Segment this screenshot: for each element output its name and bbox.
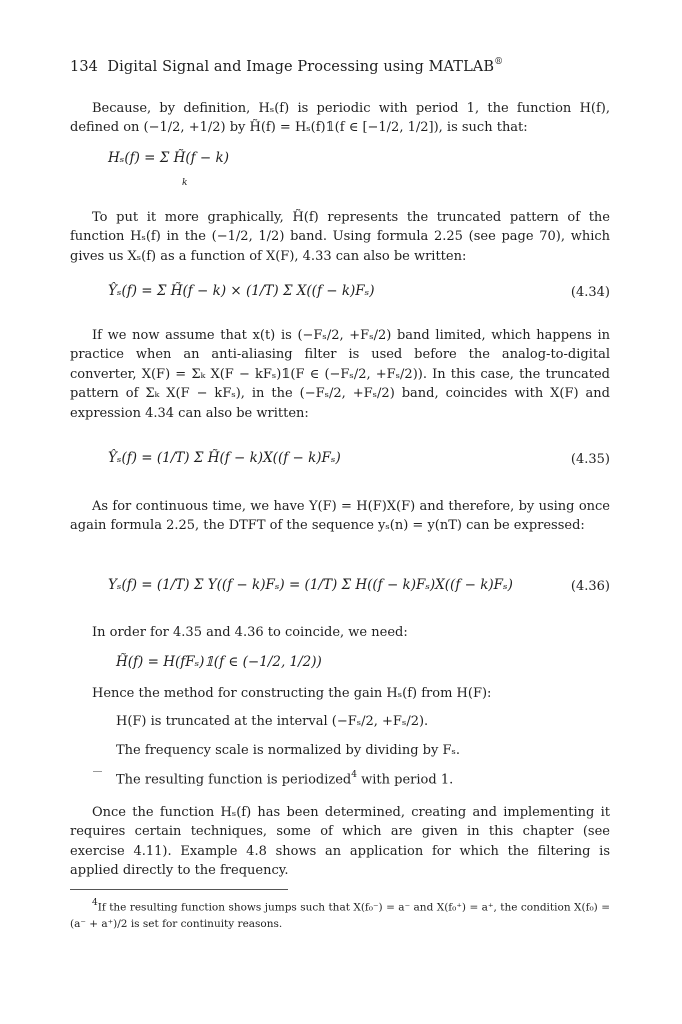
step-periodize-end: with period 1. — [357, 772, 454, 788]
paragraph-coincide: In order for 4.35 and 4.36 to coincide, we need: — [92, 625, 408, 640]
equation-4-36: Yₛ(f) = (1/T) Σ Y((f − k)Fₛ) = (1/T) Σ H((f − k)Fₛ)X((f − k)Fₛ) — [108, 577, 513, 593]
page-number: 134 — [70, 58, 98, 75]
footnote — [70, 896, 610, 932]
footnote-marker: 4 — [92, 898, 98, 908]
step-periodize — [116, 771, 453, 787]
equation-hs-sum — [108, 150, 229, 166]
footnote-text: If the resulting function shows jumps such that X(f₀⁻) = a⁻ and X(f₀⁺) = a⁺, the condition X(f₀) = (a⁻ + a⁺)/2 is set for continuity reasons. — [70, 901, 610, 930]
paragraph-method: Hence the method for constructing the gain Hₛ(f) from H(F): — [92, 686, 492, 701]
registered-mark: ® — [494, 57, 504, 67]
equation-h-tilde: H̃(f) = H(fFₛ)𝟙(f ∈ (−1/2, 1/2)) — [116, 654, 322, 670]
paragraph-implementation: Once the function Hₛ(f) has been determined, creating and implementing it requires certain techniques, some of which are given in this chapter (see exercise 4.11). Example 4.8 shows an application for which the filtering is applied directly to the frequency. — [70, 805, 610, 879]
equation-number-4-36: (4.36) — [570, 579, 610, 594]
paragraph-continuous-time: As for continuous time, we have Y(F) = H(F)X(F) and therefore, by using once again formula 2.25, the DTFT of the sequence yₛ(n) = y(nT) can be expressed: — [70, 499, 610, 534]
book-title: Digital Signal and Image Processing using MATLAB — [107, 58, 495, 75]
step-truncate: H(F) is truncated at the interval (−Fₛ/2, +Fₛ/2). — [116, 714, 429, 729]
equation-4-35: Ŷₛ(f) = (1/T) Σ H̃(f − k)X((f − k)Fₛ) — [108, 450, 341, 466]
paragraph-definition: Because, by definition, Hₛ(f) is periodic with period 1, the function H(f), defined on (−1/2, +1/2) by H̃(f) = Hₛ(f)𝟙(f ∈ [−1/2, 1/2]), is such that: — [70, 101, 610, 136]
step-periodize-text: The resulting function is periodized — [116, 772, 352, 788]
equation-hs-sum-text: Hₛ(f) = Σ H̃(f − k) — [108, 150, 229, 166]
footnote-reference: 4 — [351, 770, 357, 780]
running-header — [70, 58, 503, 75]
paragraph-graphical: To put it more graphically, H̃(f) represents the truncated pattern of the function Hₛ(f) in the (−1/2, 1/2) band. Using formula 2.25 (see page 70), which gives us Xₛ(f) as a function of X(F), 4.33 can also be written: — [70, 210, 610, 264]
sum-index-k: k — [182, 178, 188, 188]
step-normalize: The frequency scale is normalized by dividing by Fₛ. — [116, 743, 460, 758]
equation-4-34: Ŷₛ(f) = Σ H̃(f − k) × (1/T) Σ X((f − k)Fₛ) — [108, 283, 375, 299]
paragraph-band-limited: If we now assume that x(t) is (−Fₛ/2, +Fₛ/2) band limited, which happens in practice when an anti-aliasing filter is used before the analog-to-digital converter, X(F) = Σₖ X(F − kFₛ)𝟙(F ∈ (−Fₛ/2, +Fₛ/2)). In this case, the truncated pattern of Σₖ X(F − kFₛ), in the (−Fₛ/2, +Fₛ/2) band, coincides with X(F) and expression 4.34 can also be written: — [70, 328, 610, 421]
list-dash — [93, 771, 102, 772]
footnote-rule — [70, 889, 288, 890]
equation-number-4-34: (4.34) — [570, 285, 610, 300]
equation-number-4-35: (4.35) — [570, 452, 610, 467]
